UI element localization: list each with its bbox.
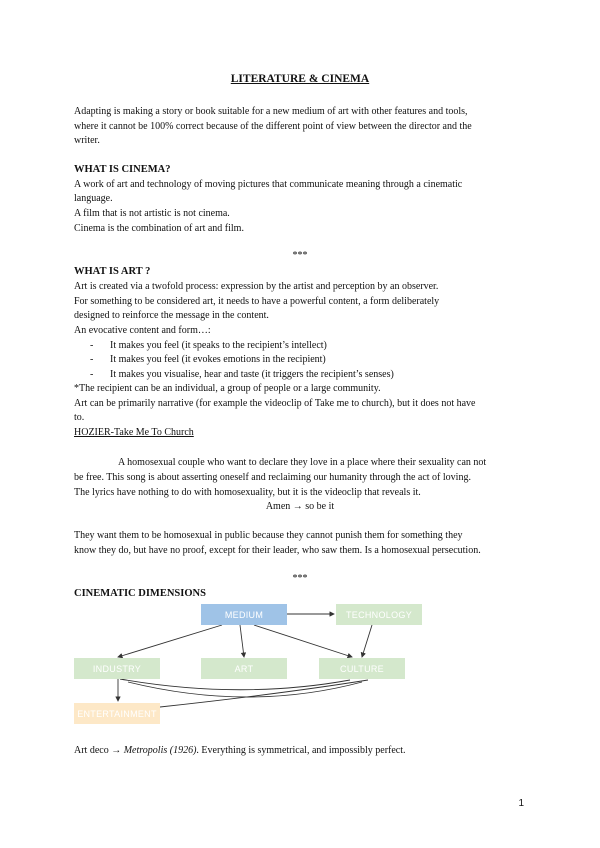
persecution-line-2: know they do, but have no proof, except for their leader, who saw them. Is a homosexual persecution. — [74, 545, 481, 556]
amen-line: Amen → so be it — [265, 501, 335, 512]
separator-1: *** — [292, 250, 308, 261]
cinema-line-4: Cinema is the combination of art and film. — [74, 223, 244, 234]
intro-line-1: Adapting is making a story or book suitable for a new medium of art with other features and tools, — [74, 106, 468, 117]
narrative-line-1: Art can be primarily narrative (for example the videoclip of Take me to church), but it does not have — [74, 398, 476, 409]
dimensions-heading: CINEMATIC DIMENSIONS — [74, 588, 206, 599]
artdeco-line: Art deco → Metropolis (1926). Everything is symmetrical, and impossibly perfect. — [74, 745, 406, 756]
art-line-4: An evocative content and form…: — [74, 325, 211, 336]
art-line-3: designed to reinforce the message in the content. — [74, 310, 269, 321]
example-title: HOZIER-Take Me To Church — [74, 427, 194, 438]
page-title: LITERATURE & CINEMA — [230, 73, 370, 85]
separator-2: *** — [292, 573, 308, 584]
medium-art-connector — [240, 625, 244, 657]
hozier-line-3: The lyrics have nothing to do with homosexuality, but it is the videoclip that reveals it. — [74, 487, 421, 498]
hozier-line-1: A homosexual couple who want to declare they love in a place where their sexuality can not — [118, 457, 487, 468]
intro-line-2: where it cannot be 100% correct because of the different point of view between the director and the — [74, 121, 472, 132]
technology-box: TECHNOLOGY — [336, 604, 422, 625]
intro-line-3: writer. — [74, 135, 100, 146]
art-heading: WHAT IS ART ? — [74, 266, 151, 277]
document-page: LITERATURE & CINEMA Adapting is making a story or book suitable for a new medium of art with other features and tools, where it cannot be 100% correct because of the different point of view between the director and the writer. WHAT IS CINEMA? A work of art and technology of moving pictures that communicate meaning through a cinematic language. A film that is not artistic is not cinema. Cinema is the combination of art and film. *** WHAT IS ART ? Art is created via a twofold process: expression by the artist and perception by an observer. For something to be considered art, it needs to have a powerful content, a form deliberately designed to reinforce the message in the content. An evocative content and form…: - It makes you feel (it speaks to the recipient’s intellect) - It makes you feel (it evokes emotions in the recipient) - It makes you visualise, hear and taste (it triggers the recipient’s senses) *The recipient can be an individual, a group of people or a large community. Art can be primarily narrative (for example the videoclip of Take me to church), but it does not have to. HOZIER-Take Me To Church A homosexual couple who want to declare they love in a place where their sexuality can not be free. This song is about asserting oneself and reclaiming our humanity through the act of loving. The lyrics have nothing to do with homosexuality, but it is the videoclip that reveals it. Amen → so be it They want them to be homosexual in public because they cannot punish them for something they know they do, but have no proof, except for their leader, who saw them. Is a homosexual persecution. *** CINEMATIC DIMENSIONS MEDIUM TECHNOLOGY INDUSTRY ART CULTURE ENTERTAINMENT Art deco → Metropolis (1926). Everything is symmetrical, and impossibly perfect. 1 — [0, 0, 600, 848]
recipient-note: *The recipient can be an individual, a group of people or a large community. — [74, 383, 381, 394]
technology-culture-connector — [362, 625, 372, 657]
cinema-heading: WHAT IS CINEMA? — [74, 164, 171, 175]
narrative-line-2: to. — [74, 412, 85, 423]
page-number: 1 — [518, 798, 524, 809]
cinema-line-2: language. — [74, 193, 113, 204]
art-line-1: Art is created via a twofold process: expression by the artist and perception by an observer. — [74, 281, 439, 292]
cinema-line-3: A film that is not artistic is not cinema. — [74, 208, 230, 219]
medium-industry-connector — [118, 625, 222, 657]
entertainment-box: ENTERTAINMENT — [74, 703, 160, 724]
medium-culture-connector — [254, 625, 352, 657]
art-line-2: For something to be considered art, it needs to have a powerful content, a form deliberately — [74, 296, 440, 307]
persecution-line-1: They want them to be homosexual in public because they cannot punish them for something they — [74, 530, 463, 541]
art-box: ART — [201, 658, 287, 679]
industry-box: INDUSTRY — [74, 658, 160, 679]
cinema-line-1: A work of art and technology of moving pictures that communicate meaning through a cinematic — [74, 179, 463, 190]
medium-box: MEDIUM — [201, 604, 287, 625]
hozier-line-2: be free. This song is about asserting oneself and reclaiming our humanity through the act of loving. — [74, 472, 471, 483]
culture-box: CULTURE — [319, 658, 405, 679]
film-title: Metropolis (1926) — [123, 745, 197, 756]
